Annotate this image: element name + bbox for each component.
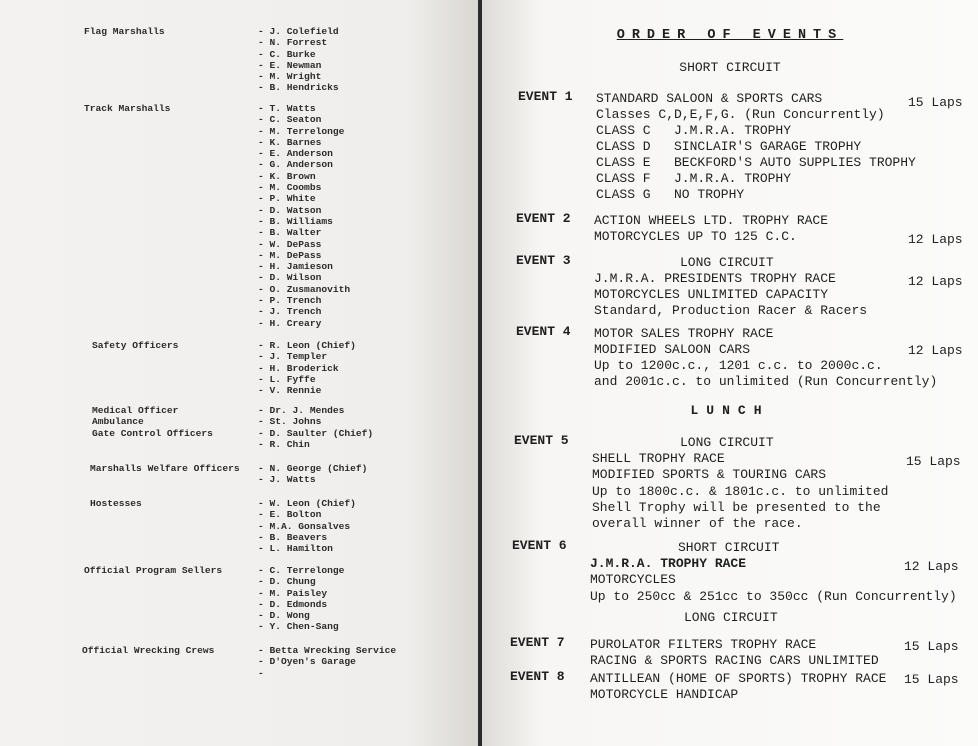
section-names [258, 463, 367, 486]
event-8-line-2: MOTORCYCLE HANDICAP [590, 687, 739, 702]
staff-name: - J. Watts [258, 474, 316, 486]
staff-name: - N. Forrest [258, 37, 328, 49]
event-3-line-2: MOTORCYCLES UNLIMITED CAPACITY [594, 287, 829, 302]
event-1-class-f-trophy: J.M.R.A. TROPHY [674, 171, 792, 186]
staff-name: - B. Walter [258, 227, 322, 239]
section-title [82, 645, 214, 656]
event-4-line-3: Up to 1200c.c., 1201 c.c. to 2000c.c. [594, 358, 883, 373]
staff-name: - M. Wright [258, 71, 322, 83]
section-title-line: Safety Officers [92, 340, 179, 351]
section-names [258, 645, 396, 679]
staff-name: - D. Edmonds [258, 598, 328, 610]
section-title [90, 498, 142, 509]
section-title-line: Hostesses [90, 498, 142, 509]
staff-name: - B. Beavers [258, 531, 328, 543]
section-title-line: Official Wrecking Crews [82, 645, 215, 656]
event-4-label: EVENT 4 [516, 324, 571, 339]
staff-name: - B. Hendricks [258, 82, 339, 94]
event-4-line-4: and 2001c.c. to unlimited (Run Concurrently) [594, 374, 938, 389]
event-1-class-e: CLASS E [596, 155, 651, 170]
event-2-label: EVENT 2 [516, 211, 571, 226]
event-7-laps: 15 Laps [904, 639, 959, 654]
staff-name: - J. Colefield [258, 26, 339, 37]
staff-name: - B. Williams [258, 215, 333, 227]
section-title [84, 103, 170, 114]
staff-name: - J. Templer [258, 351, 328, 363]
staff-name: - M. Paisley [258, 587, 328, 599]
event-1-class-d-trophy: SINCLAIR'S GARAGE TROPHY [674, 139, 862, 154]
event-1-class-g-trophy: NO TROPHY [674, 187, 745, 202]
event-6-line-2: MOTORCYCLES [590, 572, 676, 587]
event-3-circuit: LONG CIRCUIT [680, 255, 774, 270]
staff-name: - C. Terrelonge [258, 565, 345, 576]
section-title-line: Medical Officer [92, 405, 179, 416]
event-5-line-4: Shell Trophy will be presented to the [592, 500, 881, 515]
staff-name: - M. Terrelonge [258, 125, 345, 137]
section-title [84, 26, 165, 37]
event-1-line-2: Classes C,D,E,F,G. (Run Concurrently) [596, 107, 885, 122]
staff-name: - E. Newman [258, 59, 322, 71]
event-5-line-1: SHELL TROPHY RACE [592, 451, 725, 466]
left-page [0, 0, 478, 746]
staff-name: - D'Oyen's Garage [258, 656, 356, 668]
event-1-label: EVENT 1 [518, 89, 573, 104]
staff-name: - D. Wilson [258, 272, 322, 284]
staff-name: - H. Broderick [258, 362, 339, 374]
event-3-line-1: J.M.R.A. PRESIDENTS TROPHY RACE [594, 271, 836, 286]
section-title [84, 565, 222, 576]
staff-name: - K. Barnes [258, 136, 322, 148]
staff-name: - St. Johns [258, 416, 322, 428]
staff-name: - Dr. J. Mendes [258, 405, 345, 416]
event-1-class-e-trophy: BECKFORD'S AUTO SUPPLIES TROPHY [674, 155, 916, 170]
event-6-label: EVENT 6 [512, 538, 567, 553]
staff-name: - [258, 667, 264, 679]
staff-name: - M.A. Gonsalves [258, 520, 351, 532]
event-5-line-2: MODIFIED SPORTS & TOURING CARS [592, 467, 827, 482]
event-7-line-2: RACING & SPORTS RACING CARS UNLIMITED [590, 653, 879, 668]
event-1-class-c: CLASS C [596, 123, 651, 138]
staff-name: - Betta Wrecking Service [258, 645, 397, 656]
event-3-line-3: Standard, Production Racer & Racers [594, 303, 868, 318]
event-2-line-2: MOTORCYCLES UP TO 125 C.C. [594, 229, 797, 244]
event-8-laps: 15 Laps [904, 672, 959, 687]
staff-name: - R. Chin [258, 438, 310, 450]
section-title-line: Official Program Sellers [84, 565, 223, 576]
event-6-line-3: Up to 250cc & 251cc to 350cc (Run Concurrently) [590, 589, 957, 604]
section-title [92, 405, 213, 439]
staff-name: - N. George (Chief) [258, 463, 368, 474]
section-names [258, 405, 373, 450]
staff-name: - D. Chung [258, 576, 316, 588]
event-1-line-1: STANDARD SALOON & SPORTS CARS [596, 91, 823, 106]
staff-name: - J. Trench [258, 306, 322, 318]
event-6-line-1: J.M.R.A. TROPHY RACE [590, 556, 747, 571]
staff-name: - R. Leon (Chief) [258, 340, 356, 351]
staff-name: - P. White [258, 193, 316, 205]
staff-name: - Y. Chen-Sang [258, 621, 339, 633]
section-title [90, 463, 240, 474]
staff-name: - W. Leon (Chief) [258, 498, 356, 509]
order-of-events-heading: ORDER OF EVENTS [616, 28, 844, 43]
staff-name: - G. Anderson [258, 159, 333, 171]
event-6-circuit: SHORT CIRCUIT [678, 540, 780, 555]
event-5-label: EVENT 5 [514, 433, 569, 448]
staff-name: - D. Watson [258, 204, 322, 216]
section-title-line: Ambulance [92, 416, 144, 428]
staff-name: - O. Zusmanovith [258, 283, 351, 295]
short-circuit-heading: SHORT CIRCUIT [679, 60, 781, 75]
event-7-circuit: LONG CIRCUIT [684, 610, 778, 625]
staff-name: - E. Bolton [258, 509, 322, 521]
event-6-laps: 12 Laps [904, 559, 959, 574]
section-names [258, 565, 344, 633]
staff-name: - C. Seaton [258, 114, 322, 126]
section-title [92, 340, 178, 351]
staff-name: - L. Fyffe [258, 373, 316, 385]
right-page [482, 0, 978, 746]
staff-name: - L. Hamilton [258, 543, 333, 555]
section-title-line: Gate Control Officers [92, 427, 213, 439]
staff-name: - K. Brown [258, 170, 316, 182]
event-4-laps: 12 Laps [908, 343, 963, 358]
event-8-label: EVENT 8 [510, 669, 565, 684]
event-3-laps: 12 Laps [908, 274, 963, 289]
event-4-line-2: MODIFIED SALOON CARS [594, 342, 751, 357]
event-5-line-3: Up to 1800c.c. & 1801c.c. to unlimited [592, 484, 889, 499]
staff-name: - W. DePass [258, 238, 322, 250]
event-1-laps: 15 Laps [908, 95, 963, 110]
staff-name: - E. Anderson [258, 148, 333, 160]
event-3-label: EVENT 3 [516, 253, 571, 268]
event-7-line-1: PUROLATOR FILTERS TROPHY RACE [590, 637, 817, 652]
staff-name: - P. Trench [258, 295, 322, 307]
section-title-line: Marshalls Welfare Officers [90, 463, 240, 474]
staff-name: - D. Wong [258, 610, 310, 622]
staff-name: - M. Coombs [258, 182, 322, 194]
event-4-line-1: MOTOR SALES TROPHY RACE [594, 326, 774, 341]
event-7-label: EVENT 7 [510, 635, 565, 650]
section-names [258, 498, 356, 554]
event-1-class-f: CLASS F [596, 171, 651, 186]
event-1-class-g: CLASS G [596, 187, 651, 202]
section-title-line: Track Marshalls [84, 103, 171, 114]
section-title-line: Flag Marshalls [84, 26, 165, 37]
event-5-line-5: overall winner of the race. [592, 516, 803, 531]
event-1-class-d: CLASS D [596, 139, 651, 154]
section-names [258, 26, 339, 94]
staff-name: - C. Burke [258, 48, 316, 60]
section-names [258, 340, 356, 396]
event-2-laps: 12 Laps [908, 232, 963, 247]
event-2-line-1: ACTION WHEELS LTD. TROPHY RACE [594, 213, 829, 228]
staff-name: - D. Saulter (Chief) [258, 427, 374, 439]
staff-name: - V. Rennie [258, 385, 322, 397]
staff-name: - M. DePass [258, 249, 322, 261]
event-1-class-c-trophy: J.M.R.A. TROPHY [674, 123, 792, 138]
staff-name: - H. Creary [258, 317, 322, 329]
event-5-circuit: LONG CIRCUIT [680, 435, 774, 450]
section-names [258, 103, 350, 329]
event-5-laps: 15 Laps [906, 454, 961, 469]
event-8-line-1: ANTILLEAN (HOME OF SPORTS) TROPHY RACE [590, 671, 887, 686]
staff-name: - T. Watts [258, 103, 316, 114]
staff-name: - H. Jamieson [258, 261, 333, 273]
lunch-heading: LUNCH [690, 403, 770, 418]
